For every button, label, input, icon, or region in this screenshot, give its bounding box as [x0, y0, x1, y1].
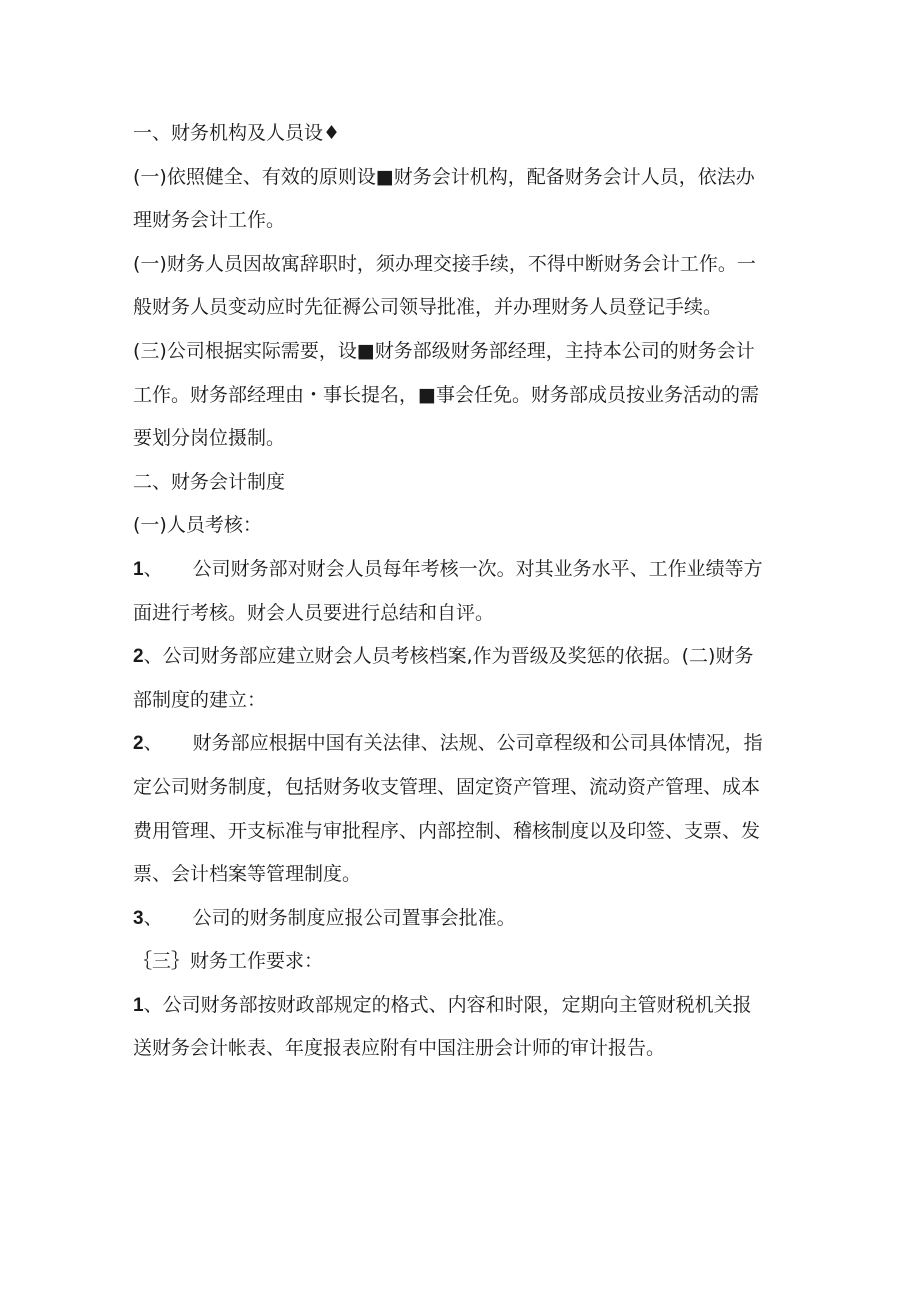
line-text: 理财务会计工作。 [133, 209, 286, 232]
text-line [133, 984, 793, 1028]
text-line [133, 635, 793, 679]
item-separator: 、 [143, 557, 163, 580]
text-line [133, 548, 793, 592]
item-separator: 、 [143, 732, 163, 755]
item-number: 1 [133, 994, 144, 1016]
line-text: (一)人员考核： [133, 514, 262, 537]
line-text: 要划分岗位摄制。 [133, 427, 286, 450]
line-text: 公司的财务制度应报公司置事会批准。 [192, 906, 516, 929]
text-line [133, 722, 793, 766]
document-body [133, 112, 793, 1071]
text-line [133, 374, 793, 418]
line-text: 送财务会计帐表、年度报表应附有中国注册会计师的审计报告。 [133, 1037, 666, 1060]
line-text: 般财务人员变动应时先征褥公司领导批准，并办理财务人员登记手续。 [133, 296, 723, 319]
text-line [133, 853, 793, 897]
text-line [133, 940, 793, 984]
line-text: ｛三｝财务工作要求： [133, 950, 324, 973]
line-text: (一)财务人员因故寓辞职时，须办理交接手续，不得中断财务会计工作。一 [133, 252, 756, 275]
text-line [133, 810, 793, 854]
text-line [133, 592, 793, 636]
line-text: (三)公司根据实际需要，设■财务部级财务部经理，主持本公司的财务会计 [133, 339, 755, 362]
item-number: 3 [133, 907, 144, 929]
line-text: 票、会计档案等管理制度。 [133, 863, 362, 886]
text-line [133, 504, 793, 548]
text-line [133, 286, 793, 330]
line-text: 公司财务部按财政部规定的格式、内容和时限，定期向主管财税机关报 [162, 993, 752, 1016]
text-line [133, 461, 793, 505]
text-line [133, 112, 793, 156]
line-text: 费用管理、开支标准与审批程序、内部控制、稽核制度以及印签、支票、发 [133, 819, 761, 842]
text-line [133, 679, 793, 723]
text-line [133, 156, 793, 200]
line-text: 公司财务部对财会人员每年考核一次。对其业务水平、工作业绩等方 [192, 557, 763, 580]
line-text: 工作。财务部经理由・事长提名，■事会任免。财务部成员按业务活动的需 [133, 383, 759, 406]
line-text: 公司财务部应建立财会人员考核档案,作为晋级及奖惩的依据。(二)财务 [162, 645, 754, 668]
line-text: 一、财务机构及人员设♦ [133, 122, 341, 144]
item-separator: 、 [143, 906, 163, 929]
text-line [133, 766, 793, 810]
item-separator: 、 [143, 645, 163, 668]
text-line [133, 1027, 793, 1071]
item-separator: 、 [143, 993, 163, 1016]
text-line [133, 243, 793, 287]
line-text: 定公司财务制度，包括财务收支管理、固定资产管理、流动资产管理、成本 [133, 775, 761, 798]
text-line [133, 330, 793, 374]
line-text: (一)依照健全、有效的原则设■财务会计机构，配备财务会计人员，依法办 [133, 165, 755, 188]
item-number: 2 [133, 733, 144, 755]
line-text: 财务部应根据中国有关法律、法规、公司章程级和公司具体情况，指 [192, 732, 763, 755]
item-number: 1 [133, 558, 144, 580]
line-text: 部制度的建立： [133, 688, 267, 711]
text-line [133, 897, 793, 941]
text-line [133, 199, 793, 243]
line-text: 二、财务会计制度 [133, 470, 286, 493]
line-text: 面进行考核。财会人员要进行总结和自评。 [133, 601, 495, 624]
item-number: 2 [133, 646, 144, 668]
text-line [133, 417, 793, 461]
